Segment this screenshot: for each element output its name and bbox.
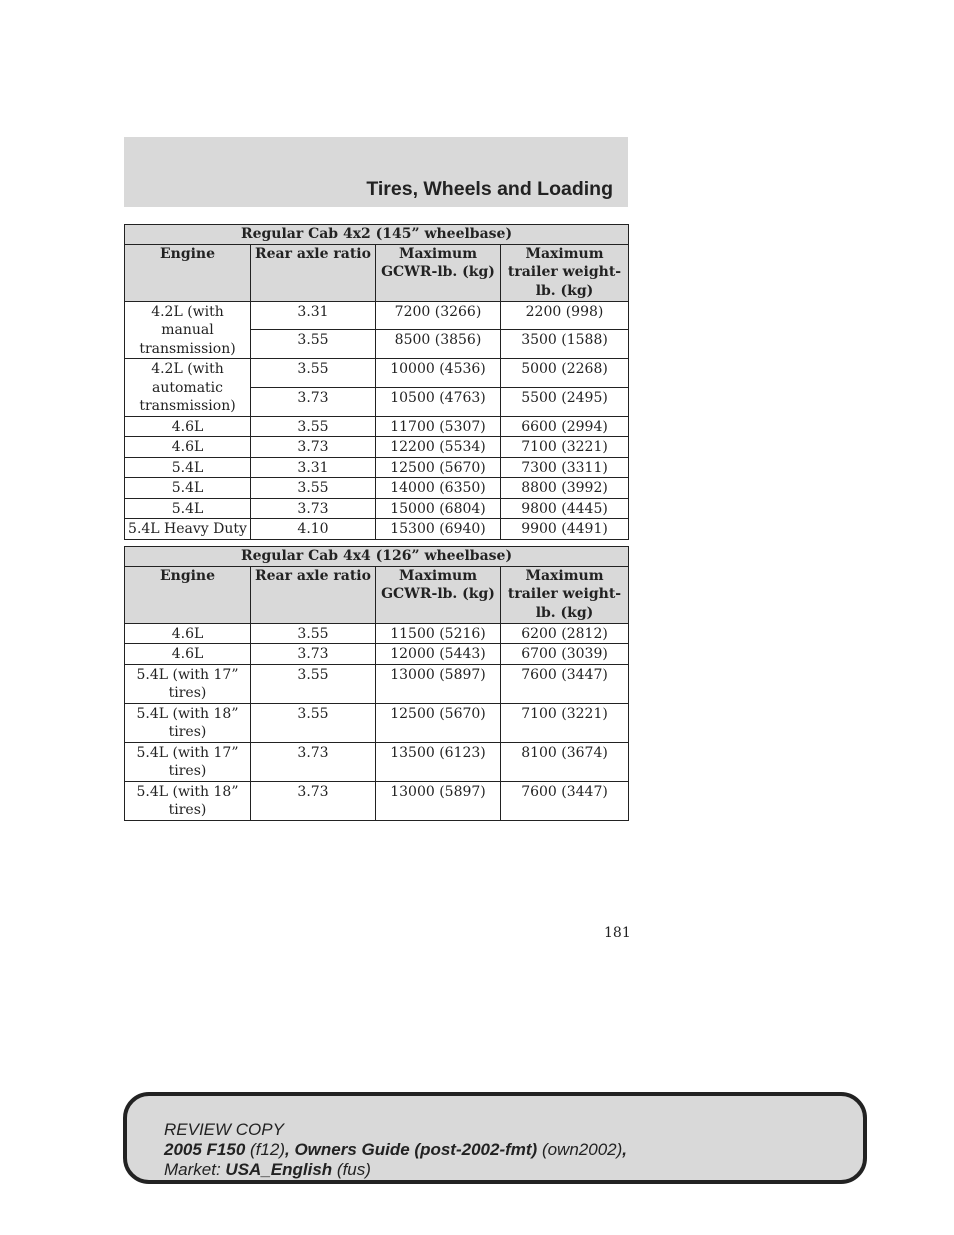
guide-name: , Owners Guide (post-2002-fmt) [285, 1140, 538, 1159]
engine-cell: 4.2L (with manual transmission) [125, 301, 251, 359]
ratio-cell: 3.73 [251, 437, 376, 458]
ratio-cell: 3.73 [251, 781, 376, 820]
ratio-cell: 3.73 [251, 742, 376, 781]
trailer-cell: 7100 (3221) [501, 703, 629, 742]
review-copy-market-line [164, 1160, 627, 1180]
gcwr-cell: 11700 (5307) [376, 416, 501, 437]
trailer-cell: 8100 (3674) [501, 742, 629, 781]
trailer-cell: 2200 (998) [501, 301, 629, 330]
gcwr-cell: 12500 (5670) [376, 457, 501, 478]
table-row [125, 703, 629, 742]
ratio-cell: 3.55 [251, 330, 376, 359]
trailer-cell: 7300 (3311) [501, 457, 629, 478]
market-label: Market: [164, 1160, 221, 1179]
engine-cell: 5.4L [125, 457, 251, 478]
gcwr-cell: 12200 (5534) [376, 437, 501, 458]
gcwr-cell: 14000 (6350) [376, 478, 501, 499]
column-header-ratio: Rear axle ratio [251, 244, 376, 301]
column-header-trailer: Maximum trailer weight-lb. (kg) [501, 566, 629, 623]
column-header-engine: Engine [125, 566, 251, 623]
table-row [125, 457, 629, 478]
table-row [125, 644, 629, 665]
page-number: 181 [604, 925, 631, 941]
table-row [125, 416, 629, 437]
table-caption: Regular Cab 4x2 (145” wheelbase) [125, 225, 629, 245]
table-body [125, 623, 629, 820]
review-copy-box [123, 1092, 867, 1184]
engine-cell: 5.4L (with 18” tires) [125, 781, 251, 820]
table-caption: Regular Cab 4x4 (126” wheelbase) [125, 547, 629, 567]
table-row [125, 437, 629, 458]
gcwr-cell: 7200 (3266) [376, 301, 501, 330]
ratio-cell: 3.55 [251, 623, 376, 644]
table-row [125, 781, 629, 820]
table-row [125, 623, 629, 644]
trailer-cell: 9800 (4445) [501, 498, 629, 519]
engine-cell: 4.2L (with automatic transmission) [125, 359, 251, 417]
section-header [124, 137, 628, 207]
gcwr-cell: 10000 (4536) [376, 359, 501, 388]
table-row [125, 301, 629, 330]
ratio-cell: 3.55 [251, 664, 376, 703]
ratio-cell: 3.55 [251, 416, 376, 437]
ratio-cell: 3.55 [251, 478, 376, 499]
trailer-cell: 9900 (4491) [501, 519, 629, 540]
review-copy-guide-line [164, 1140, 627, 1160]
column-header-trailer: Maximum trailer weight-lb. (kg) [501, 244, 629, 301]
ratio-cell: 3.73 [251, 644, 376, 665]
trailer-cell: 7600 (3447) [501, 664, 629, 703]
trailer-cell: 8800 (3992) [501, 478, 629, 499]
engine-cell: 4.6L [125, 644, 251, 665]
engine-cell: 5.4L [125, 498, 251, 519]
separator: , [622, 1140, 627, 1159]
market-code: (fus) [336, 1160, 371, 1179]
table-row [125, 664, 629, 703]
table-row [125, 742, 629, 781]
towing-table-4x4 [124, 546, 629, 821]
ratio-cell: 3.55 [251, 703, 376, 742]
trailer-cell: 3500 (1588) [501, 330, 629, 359]
gcwr-cell: 12500 (5670) [376, 703, 501, 742]
engine-cell: 4.6L [125, 437, 251, 458]
gcwr-cell: 15000 (6804) [376, 498, 501, 519]
gcwr-cell: 11500 (5216) [376, 623, 501, 644]
gcwr-cell: 8500 (3856) [376, 330, 501, 359]
engine-cell: 5.4L (with 17” tires) [125, 664, 251, 703]
market-name: USA_English [225, 1160, 333, 1179]
column-header-engine: Engine [125, 244, 251, 301]
ratio-cell: 3.73 [251, 387, 376, 416]
trailer-cell: 7100 (3221) [501, 437, 629, 458]
table-row [125, 478, 629, 499]
trailer-cell: 5500 (2495) [501, 387, 629, 416]
engine-cell: 5.4L (with 18” tires) [125, 703, 251, 742]
ratio-cell: 3.31 [251, 301, 376, 330]
gcwr-cell: 13000 (5897) [376, 664, 501, 703]
column-header-gcwr: Maximum GCWR-lb. (kg) [376, 244, 501, 301]
engine-cell: 5.4L [125, 478, 251, 499]
table-body [125, 301, 629, 539]
table-row [125, 519, 629, 540]
gcwr-cell: 15300 (6940) [376, 519, 501, 540]
trailer-cell: 6700 (3039) [501, 644, 629, 665]
engine-cell: 4.6L [125, 416, 251, 437]
model-code: (f12) [250, 1140, 285, 1159]
engine-cell: 5.4L (with 17” tires) [125, 742, 251, 781]
ratio-cell: 3.55 [251, 359, 376, 388]
ratio-cell: 3.31 [251, 457, 376, 478]
trailer-cell: 6200 (2812) [501, 623, 629, 644]
gcwr-cell: 13000 (5897) [376, 781, 501, 820]
trailer-cell: 5000 (2268) [501, 359, 629, 388]
table-row [125, 359, 629, 388]
column-header-gcwr: Maximum GCWR-lb. (kg) [376, 566, 501, 623]
engine-cell: 4.6L [125, 623, 251, 644]
review-copy-label: REVIEW COPY [164, 1120, 284, 1139]
towing-table-4x2 [124, 224, 629, 540]
gcwr-cell: 12000 (5443) [376, 644, 501, 665]
trailer-cell: 7600 (3447) [501, 781, 629, 820]
engine-cell: 5.4L Heavy Duty [125, 519, 251, 540]
guide-code: (own2002) [541, 1140, 623, 1159]
table-row [125, 498, 629, 519]
section-title: Tires, Wheels and Loading [366, 178, 613, 200]
ratio-cell: 4.10 [251, 519, 376, 540]
trailer-cell: 6600 (2994) [501, 416, 629, 437]
model-name: 2005 F150 [164, 1140, 246, 1159]
gcwr-cell: 10500 (4763) [376, 387, 501, 416]
ratio-cell: 3.73 [251, 498, 376, 519]
gcwr-cell: 13500 (6123) [376, 742, 501, 781]
review-copy-text [164, 1120, 627, 1180]
column-header-ratio: Rear axle ratio [251, 566, 376, 623]
